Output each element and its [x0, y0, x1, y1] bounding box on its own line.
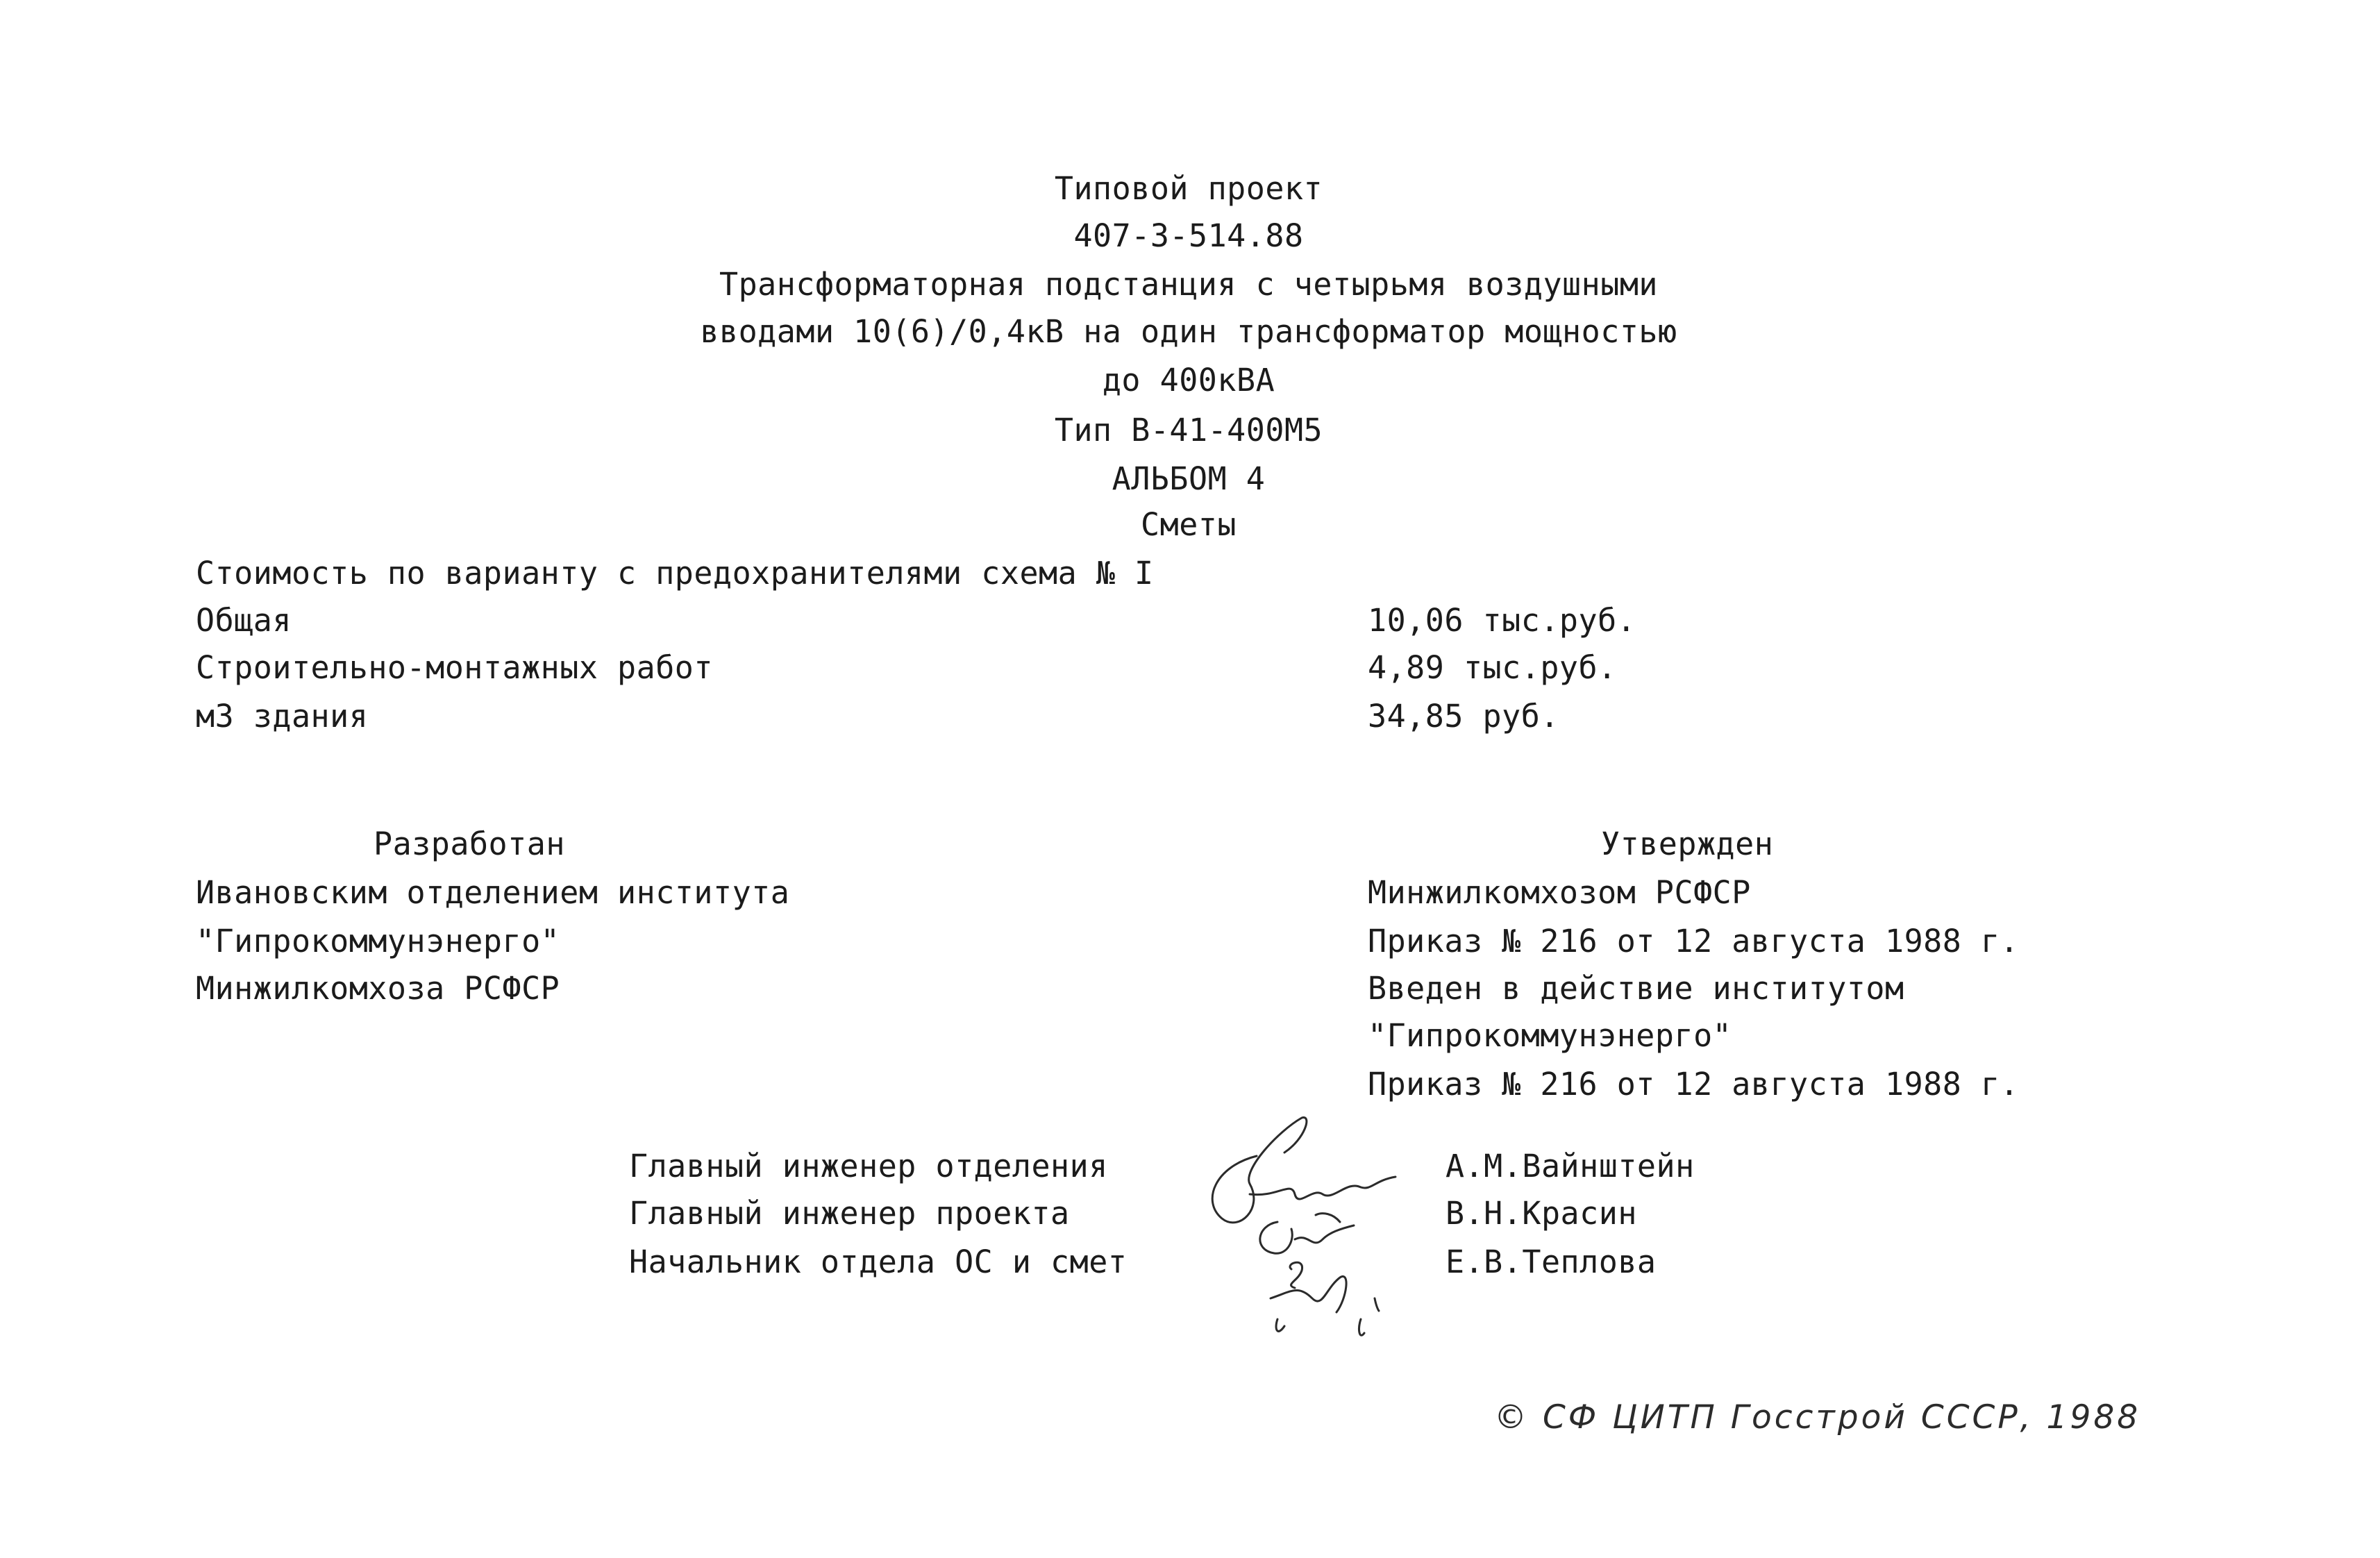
signatory-name: В.Н.Красин — [1445, 1195, 1637, 1232]
developed-line: Ивановским отделением института — [196, 874, 790, 911]
approved-line: "Гипрокоммунэнерго" — [1368, 1017, 1732, 1054]
signatory-name: Е.В.Теплова — [1445, 1243, 1657, 1280]
approved-line: Минжилкомхозом РСФСР — [1368, 874, 1751, 911]
approved-line: Приказ № 216 от 12 августа 1988 г. — [1368, 1066, 2020, 1103]
developed-line: Минжилкомхоза РСФСР — [196, 970, 560, 1007]
approved-line: Введен в действие институтом — [1368, 970, 1904, 1007]
copyright-stamp: © СФ ЦИТП Госстрой СССР, 1988 — [1494, 1398, 2141, 1436]
approved-line: Приказ № 216 от 12 августа 1988 г. — [1368, 923, 2020, 960]
cost-row-value: 10,06 тыс.руб. — [1368, 602, 1636, 639]
album-label: АЛЬБОМ 4 — [1112, 460, 1266, 497]
cost-row-label: Строительно-монтажных работ — [196, 649, 713, 686]
signatory-position: Начальник отдела ОС и смет — [629, 1243, 1128, 1280]
project-description-line-1: Трансформаторная подстанция с четырьмя воздушными — [719, 266, 1659, 303]
cost-row-label: м3 здания — [196, 698, 369, 735]
cost-heading: Стоимость по варианту с предохранителями схема № I — [196, 555, 1154, 592]
section-title: Сметы — [1141, 506, 1237, 543]
project-number: 407-3-514.88 — [1073, 217, 1304, 254]
handwritten-signatures — [1173, 1090, 1423, 1340]
project-description-line-2: вводами 10(6)/0,4кВ на один трансформатор мощностью — [700, 313, 1677, 350]
developed-line: "Гипрокоммунэнерго" — [196, 923, 560, 960]
header-title: Типовой проект — [1054, 170, 1323, 207]
cost-row-value: 4,89 тыс.руб. — [1368, 649, 1617, 686]
cost-row-value: 34,85 руб. — [1368, 698, 1559, 735]
approved-title: Утвержден — [1601, 826, 1774, 862]
cost-row-label: Общая — [196, 602, 292, 639]
signatory-name: А.М.Вайнштейн — [1445, 1148, 1695, 1184]
project-type: Тип В-41-400М5 — [1054, 412, 1323, 449]
signatory-position: Главный инженер отделения — [629, 1148, 1108, 1184]
project-description-line-3: до 400кВА — [1102, 362, 1275, 399]
developed-title: Разработан — [374, 826, 565, 862]
signatory-position: Главный инженер проекта — [629, 1195, 1070, 1232]
